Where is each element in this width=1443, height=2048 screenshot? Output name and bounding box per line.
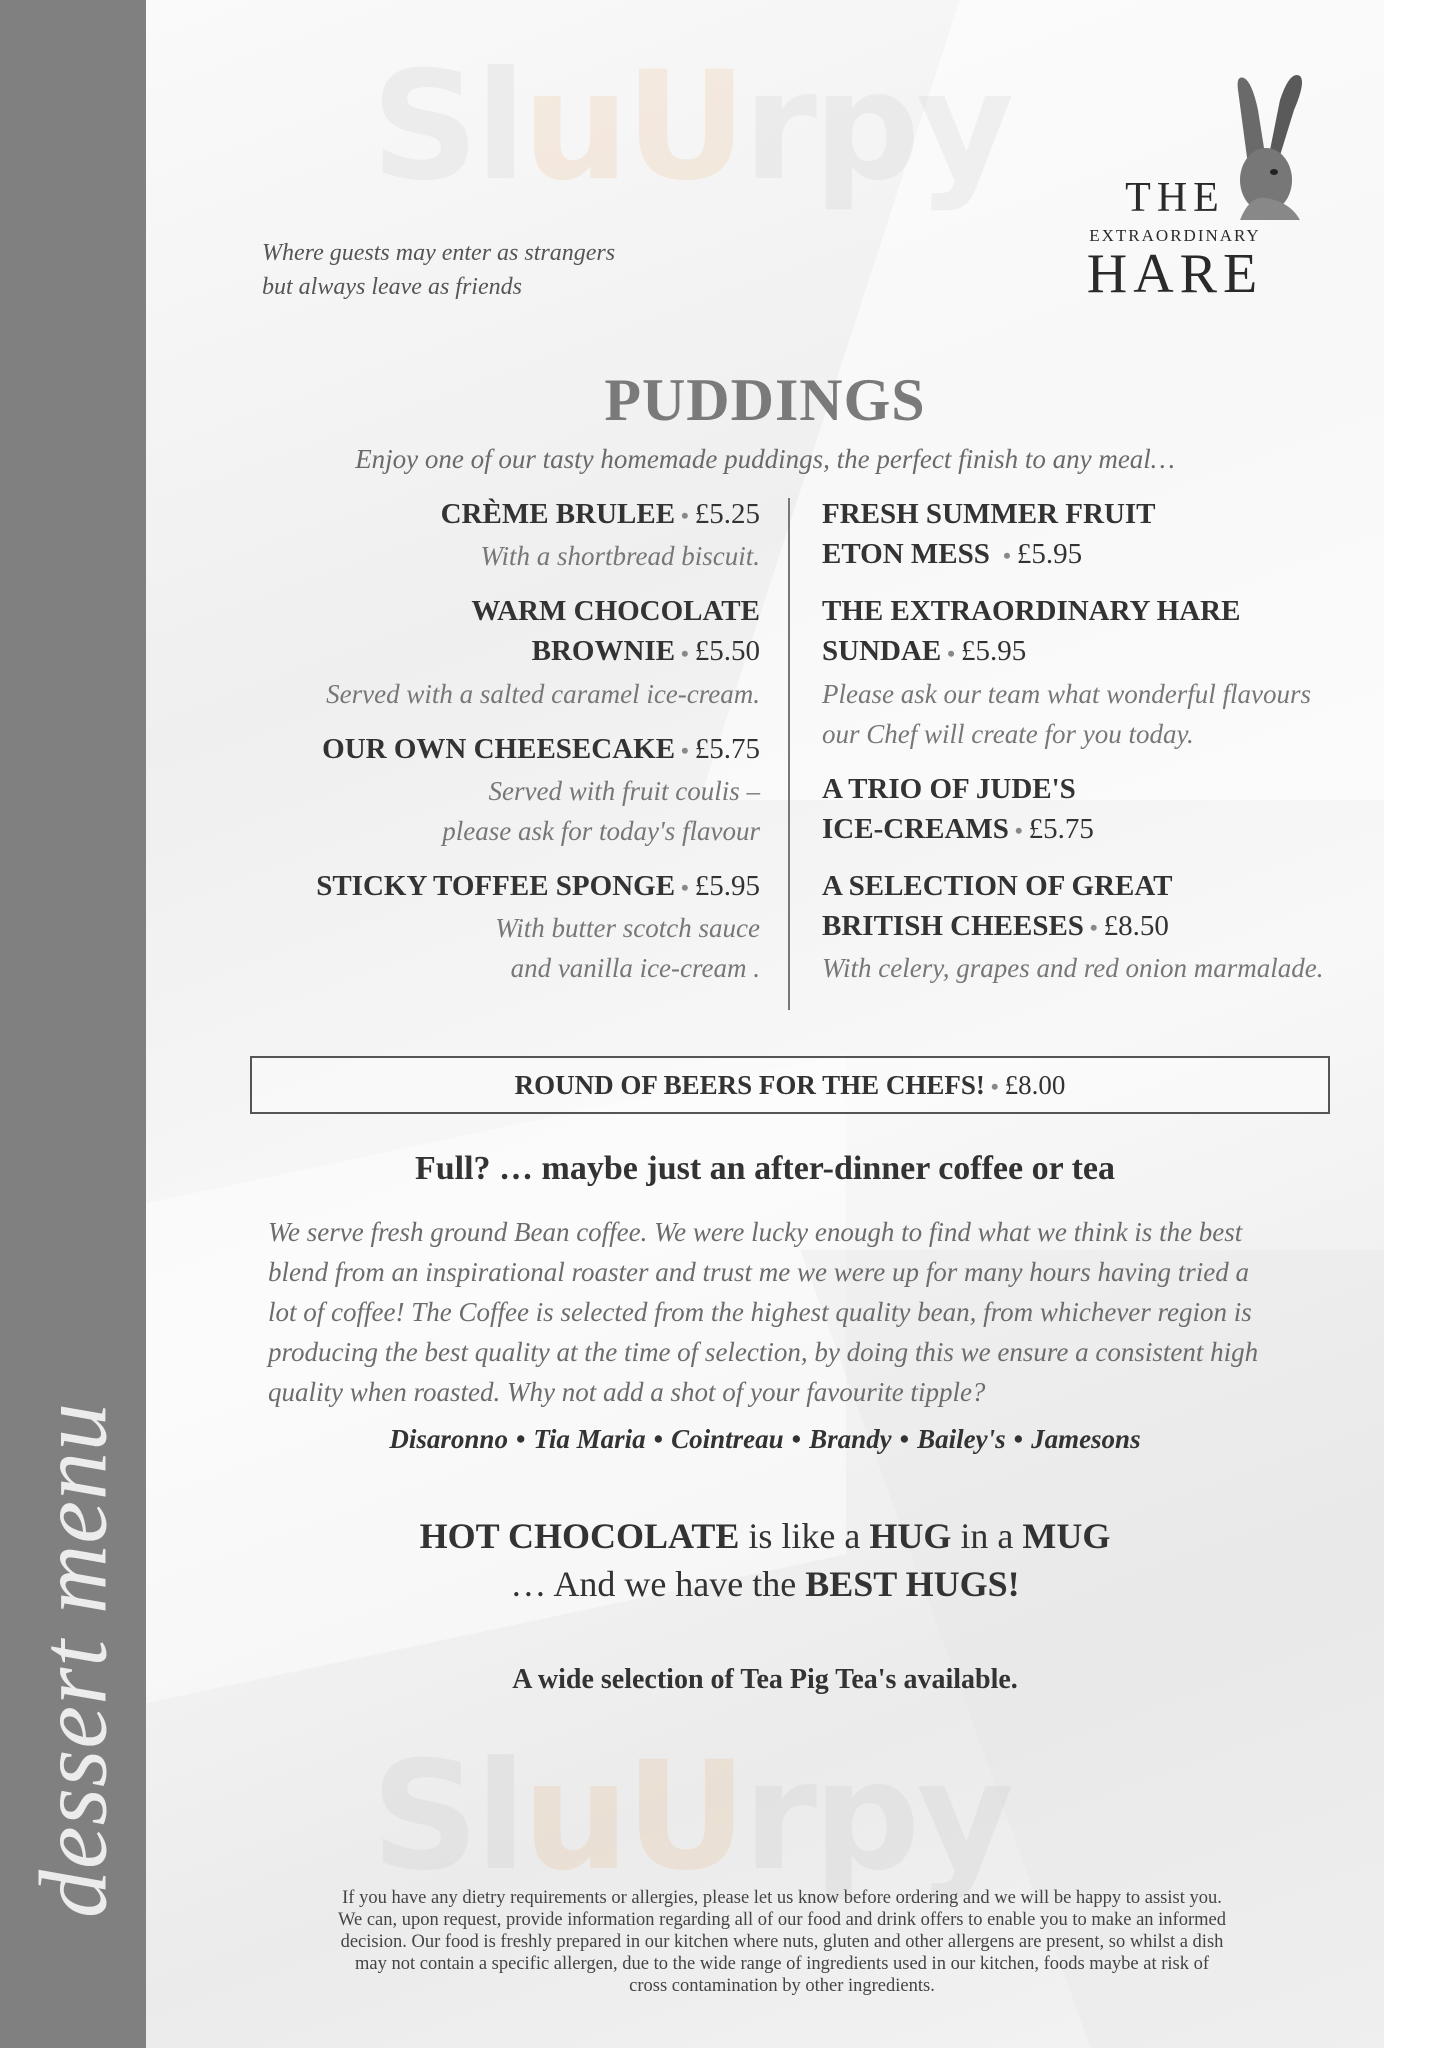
item-name [822, 906, 1382, 948]
item-name-text: ICE-CREAMS [822, 812, 1009, 845]
tipple-name: Cointreau [671, 1424, 784, 1454]
menu-item [822, 769, 1382, 851]
item-name-text: A TRIO OF JUDE'S [822, 772, 1076, 805]
item-description: and vanilla ice-cream . [510, 953, 760, 984]
allergy-notice [232, 1887, 1332, 1997]
coffee-body-line: producing the best quality at the time of selection, by doing this we ensure a consistent high [268, 1337, 1259, 1367]
item-price: £5.25 [694, 498, 760, 530]
item-price: £5.95 [960, 635, 1027, 668]
logo-hare: HARE [1086, 243, 1264, 305]
item-name [220, 591, 760, 631]
item-description: With celery, grapes and red onion marmalade. [822, 953, 1324, 984]
item-name [822, 494, 1382, 534]
bullet-dot: • [515, 1424, 526, 1454]
allergy-line: We can, upon request, provide information regarding all of our food and drink offers to enable you to make an informed [338, 1910, 1226, 1930]
menu-item [220, 591, 760, 713]
right-column [822, 494, 1382, 1003]
watermark-top: SluUrpy [371, 40, 1011, 214]
item-name-text: WARM CHOCOLATE [471, 595, 760, 628]
coffee-body-line: lot of coffee! The Coffee is selected from the highest quality bean, from whichever region is [268, 1297, 1252, 1327]
beers-box [250, 1056, 1330, 1114]
item-name [822, 809, 1382, 851]
coffee-body-line: blend from an inspirational roaster and trust me we were up for many hours having tried a [268, 1257, 1249, 1287]
item-name-text: FRESH SUMMER FRUIT [822, 498, 1156, 530]
coffee-heading: Full? … maybe just an after-dinner coffee or tea [414, 1150, 1116, 1187]
allergy-line: cross contamination by other ingredients. [629, 1976, 935, 1996]
sidebar-label: dessert menu [19, 1402, 127, 1918]
brand-logo [1070, 70, 1290, 305]
item-name-text: A SELECTION OF GREAT [822, 870, 1173, 903]
beers-label: ROUND OF BEERS FOR THE CHEFS! [514, 1070, 985, 1100]
coffee-body [268, 1212, 1308, 1412]
section-subtitle: Enjoy one of our tasty homemade puddings, the perfect finish to any meal… [355, 444, 1175, 474]
bullet-dot: • [1014, 818, 1023, 844]
menu-item [822, 866, 1382, 988]
bullet-dot: • [1089, 915, 1098, 941]
sidebar-band [0, 0, 146, 2048]
left-column [220, 494, 760, 1003]
item-name-text: ETON MESS [822, 538, 998, 570]
item-name-text: SUNDAE [822, 635, 942, 668]
bullet-dot: • [681, 875, 689, 901]
item-name [220, 866, 760, 908]
menu-item [822, 591, 1382, 753]
item-name [822, 866, 1382, 906]
item-price: £5.50 [694, 635, 760, 668]
item-description: With a shortbread biscuit. [480, 541, 760, 572]
item-name [822, 591, 1382, 631]
item-name [822, 631, 1382, 673]
menu-item [220, 494, 760, 576]
item-name-text: OUR OWN CHEESECAKE [322, 732, 676, 765]
logo-extraordinary: EXTRAORDINARY [1089, 226, 1261, 245]
item-name [822, 769, 1382, 809]
tagline: Where guests may enter as strangers but always leave as friends [262, 240, 616, 300]
item-name [220, 494, 760, 536]
bullet-dot: • [653, 1424, 664, 1454]
item-description: Please ask our team what wonderful flavours [822, 678, 1311, 709]
beers-price: £8.00 [1004, 1070, 1066, 1100]
tipple-name: Tia Maria [533, 1424, 646, 1454]
bullet-dot: • [899, 1424, 910, 1454]
bullet-dot: • [990, 1074, 999, 1099]
section-title: PUDDINGS [604, 367, 926, 433]
item-description: With butter scotch sauce [495, 913, 760, 944]
item-price: £5.95 [694, 870, 760, 903]
tipple-name: Bailey's [917, 1424, 1006, 1454]
tipple-name: Jamesons [1031, 1424, 1141, 1454]
bullet-dot: • [947, 640, 955, 666]
menu-item [220, 866, 760, 988]
right-margin [1384, 0, 1443, 2048]
coffee-body-line: We serve fresh ground Bean coffee. We were lucky enough to find what we think is the best [268, 1217, 1243, 1247]
item-description: our Chef will create for you today. [822, 718, 1194, 749]
item-description: please ask for today's flavour [442, 816, 760, 847]
bullet-dot: • [681, 738, 689, 764]
allergy-line: If you have any dietry requirements or allergies, please let us know before ordering and we will be happy to assist you. [342, 1888, 1222, 1908]
allergy-line: may not contain a specific allergen, due to the wide range of ingredients used in our kitchen, foods maybe at risk of [355, 1954, 1209, 1974]
bullet-dot: • [1003, 543, 1011, 569]
item-price: £5.95 [1016, 538, 1083, 570]
item-name-text: BROWNIE [531, 635, 676, 668]
tipples-list [146, 1424, 1384, 1455]
item-price: £8.50 [1103, 910, 1169, 943]
item-description: Served with fruit coulis – [488, 776, 760, 807]
item-name [822, 534, 1382, 576]
coffee-body-line: quality when roasted. Why not add a shot of your favourite tipple? [268, 1377, 986, 1407]
menu-item [220, 729, 760, 851]
bullet-dot: • [681, 640, 689, 666]
bullet-dot: • [681, 503, 689, 529]
watermark-bottom: SluUrpy [371, 1730, 1011, 1904]
item-name [220, 729, 760, 771]
item-description: Served with a salted caramel ice-cream. [326, 678, 760, 709]
item-name [220, 631, 760, 673]
item-name-text: BRITISH CHEESES [822, 910, 1084, 943]
logo-the: THE [1125, 175, 1225, 221]
item-price: £5.75 [1028, 812, 1094, 845]
bullet-dot: • [1013, 1424, 1024, 1454]
tipple-name: Brandy [809, 1424, 892, 1454]
hot-chocolate-slogan: HOT CHOCOLATE is like a HUG in a MUG … And we have the BEST HUGS! [419, 1516, 1111, 1604]
tipple-name: Disaronno [389, 1424, 508, 1454]
menu-item [822, 494, 1382, 576]
item-price: £5.75 [694, 732, 760, 765]
item-name-text: CRÈME BRULEE [440, 498, 676, 530]
column-divider [788, 498, 790, 1010]
menu-paper [146, 0, 1384, 2048]
item-name-text: STICKY TOFFEE SPONGE [316, 870, 676, 903]
tea-note: A wide selection of Tea Pig Tea's available. [512, 1664, 1018, 1695]
item-name-text: THE EXTRAORDINARY HARE [822, 595, 1241, 628]
bullet-dot: • [791, 1424, 802, 1454]
allergy-line: decision. Our food is freshly prepared in our kitchen where nuts, gluten and other allergens are present, so whilst a dish [340, 1932, 1224, 1952]
